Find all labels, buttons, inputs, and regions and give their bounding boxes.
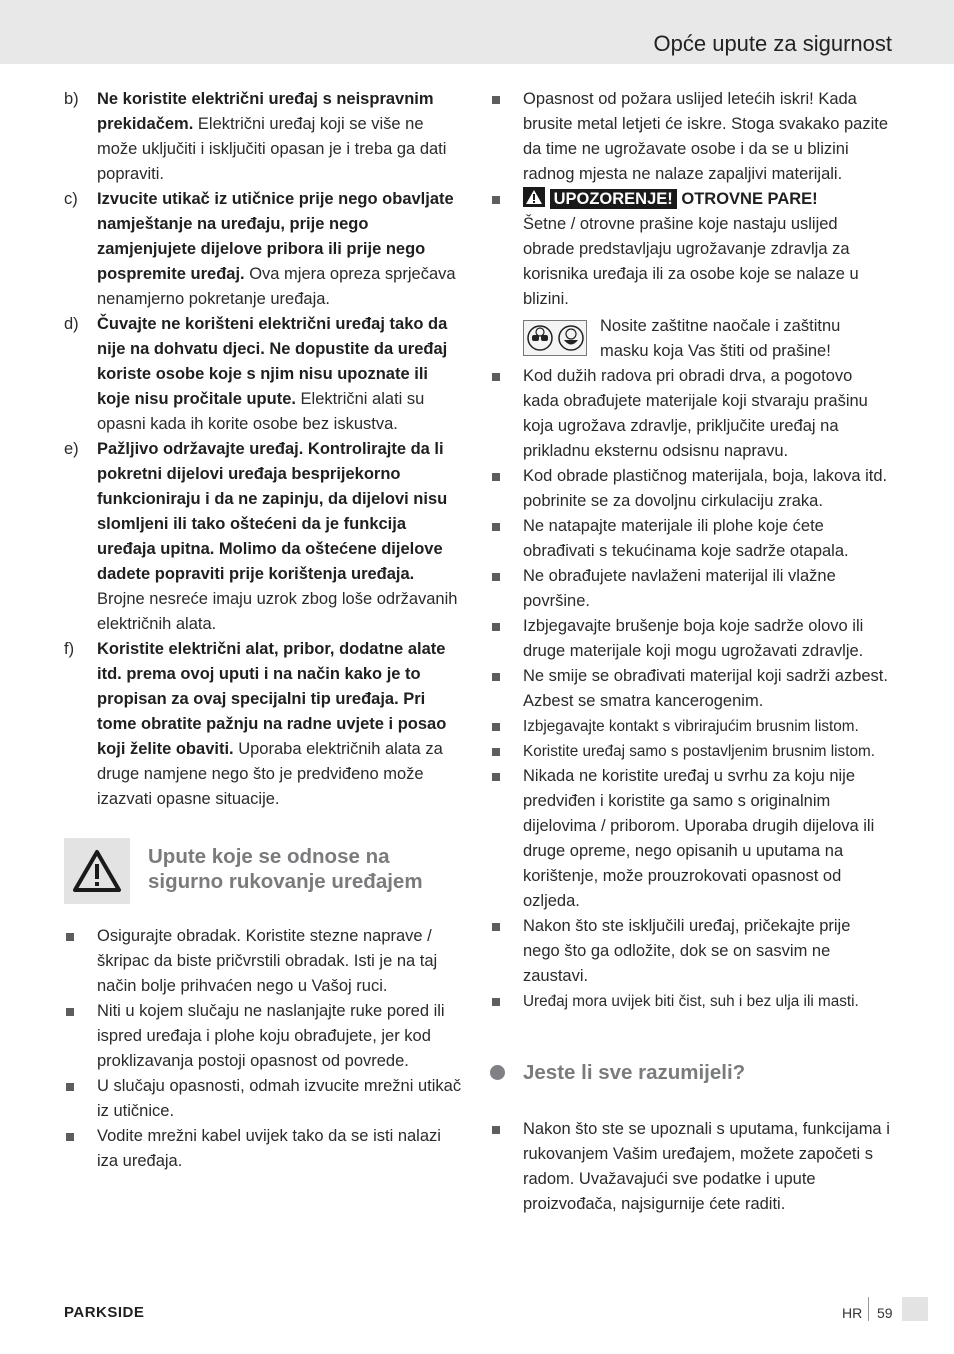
bullet-square-icon	[492, 473, 500, 481]
page-header	[0, 0, 954, 64]
dust-mask-icon	[558, 325, 584, 351]
bullet-item	[490, 87, 890, 187]
brand-logo: PARKSIDE	[64, 1304, 145, 1321]
bullet-item	[490, 364, 890, 464]
item-text: Uporaba električnih alata za druge namjene nego što je predviđeno može izazvati opasne situacije.	[97, 740, 443, 808]
left-column	[64, 87, 464, 1174]
bullet-square-icon	[492, 96, 500, 104]
subsection-title: Jeste li sve razumijeli?	[523, 1061, 746, 1084]
list-item	[64, 312, 464, 437]
bullet-item	[490, 664, 890, 714]
footer-tab-block	[902, 1297, 928, 1321]
bullet-text: Uređaj mora uvijek biti čist, suh i bez ulja ili masti.	[523, 993, 859, 1010]
list-item	[64, 187, 464, 312]
warning-title: OTROVNE PARE!	[681, 190, 818, 208]
bullet-square-icon	[492, 998, 500, 1006]
ppe-notice	[490, 314, 890, 364]
bullet-square-icon	[492, 723, 500, 731]
bullet-text: Nakon što ste isključili uređaj, pričekajte prije nego što ga odložite, dok se on sasvim ne zaustavi.	[523, 917, 851, 985]
section-header	[64, 838, 464, 904]
bullet-square-icon	[492, 1126, 500, 1134]
bullet-item	[490, 1117, 890, 1217]
item-bold-text: Pažljivo održavajte uređaj. Kontrolirajte da li pokretni dijelovi uređaja besprijekorno funkcioniraju i da ne zapinju, da dijelovi nisu slomljeni ili tako oštećeni da je funkcija uređaja upitna. Molimo da oštećene dijelove dadete popraviti prije korištenja uređaja.	[97, 440, 448, 583]
bullet-text: Vodite mrežni kabel uvijek tako da se isti nalazi iza uređaja.	[97, 1127, 441, 1170]
bullet-item	[490, 464, 890, 514]
bullet-square-icon	[492, 673, 500, 681]
footer-divider	[868, 1297, 869, 1321]
bullet-text: Nikada ne koristite uređaj u svrhu za koju nije predviđen i koristite ga samo s originalnim dijelovima / priborom. Uporaba drugih dijelova ili druge opreme, nego opisanih u uputama na korištenje, može prouzrokovati opasnost od ozljeda.	[523, 767, 875, 910]
bullet-item	[64, 924, 464, 999]
list-item	[64, 637, 464, 812]
warning-triangle-icon	[64, 838, 130, 904]
bullet-square-icon	[492, 773, 500, 781]
bullet-item	[490, 514, 890, 564]
bullet-square-icon	[66, 1083, 74, 1091]
bullet-square-icon	[66, 1133, 74, 1141]
right-column	[490, 87, 890, 1217]
language-code: HR	[842, 1305, 863, 1321]
bullet-text: Ne smije se obrađivati materijal koji sadrži azbest. Azbest se smatra kancerogenim.	[523, 667, 888, 710]
bullet-square-icon	[492, 573, 500, 581]
bullet-text: Opasnost od požara uslijed letećih iskri! Kada brusite metal letjeti će iskre. Stoga svakako pazite da time ne ugrožavate osobe i da se u blizini radnog mjesta ne nalaze zapaljivi materijali.	[523, 90, 889, 183]
bullet-text: Niti u kojem slučaju ne naslanjajte ruke pored ili ispred uređaja i plohe koju obrađujete, jer kod proklizavanja postoji opasnost od povrede.	[97, 1002, 445, 1070]
circle-bullet-icon	[490, 1065, 505, 1080]
warning-block	[490, 187, 890, 312]
ppe-icons	[523, 320, 587, 356]
section-title: Upute koje se odnose na sigurno rukovanje uređajem	[148, 845, 423, 893]
bullet-square-icon	[66, 1008, 74, 1016]
bullet-item	[490, 739, 890, 764]
bullet-square-icon	[492, 923, 500, 931]
ppe-text: Nosite zaštitne naočale i zaštitnu masku koja Vas štiti od prašine!	[600, 317, 841, 360]
bullet-text: Izbjegavajte brušenje boja koje sadrže olovo ili druge materijale koji mogu ugrožavati zdravlje.	[523, 617, 864, 660]
warning-triangle-icon	[523, 187, 545, 207]
bullet-text: Koristite uređaj samo s postavljenim brusnim listom.	[523, 743, 875, 760]
bullet-item	[64, 999, 464, 1074]
page-title: Opće upute za sigurnost	[653, 31, 892, 56]
safety-goggles-icon	[527, 325, 553, 351]
bullet-text: Nakon što ste se upoznali s uputama, funkcijama i rukovanjem Vašim uređajem, možete započeti s radom. Uvažavajući sve podatke i upute proizvođača, najsigurnije ćete raditi.	[523, 1120, 890, 1213]
item-label: e)	[64, 440, 79, 458]
item-text: Brojne nesreće imaju uzrok zbog loše održavanih električnih alata.	[97, 590, 458, 633]
bullet-square-icon	[66, 933, 74, 941]
page-number: 59	[877, 1305, 893, 1321]
bullet-item	[490, 714, 890, 739]
item-label: d)	[64, 315, 79, 333]
item-bold-text: Koristite električni alat, pribor, dodatne alate itd. prema ovoj uputi i na način kako je to propisan za ovaj specijalni tip uređaja. Pri tome obratite pažnju na radne uvjete i posao koji želite obaviti.	[97, 640, 447, 758]
subsection-header	[490, 1060, 890, 1087]
list-item	[64, 437, 464, 637]
item-bold-text: Čuvajte ne korišteni električni uređaj tako da nije na dohvatu djeci. Ne dopustite da uređaj koriste osobe koje s njim nisu upoznate ili koje nisu pročitale upute.	[97, 315, 448, 408]
bullet-square-icon	[492, 748, 500, 756]
bullet-text: Kod dužih radova pri obradi drva, a pogotovo kada obrađujete materijale koji stvaraju prašinu koja ugrožava zdravlje, priključite uređaj na prikladnu eksternu odsisnu napravu.	[523, 367, 868, 460]
bullet-item	[490, 989, 890, 1014]
bullet-text: Kod obrade plastičnog materijala, boja, lakova itd. pobrinite se za dovoljnu cirkulaciju zraka.	[523, 467, 888, 510]
bullet-item	[490, 764, 890, 914]
item-bold-text: Izvucite utikač iz utičnice prije nego obavljate namještanje na uređaju, prije nego zamjenjujete dijelove pribora ili prije nego pospremite uređaj.	[97, 190, 454, 283]
bullet-text: Ne obrađujete navlaženi materijal ili vlažne površine.	[523, 567, 836, 610]
item-text: Ova mjera opreza sprječava nenamjerno pokretanje uređaja.	[97, 265, 456, 308]
list-item	[64, 87, 464, 187]
bullet-item	[490, 614, 890, 664]
item-label: b)	[64, 90, 79, 108]
bullet-square-icon	[492, 523, 500, 531]
bullet-text: Ne natapajte materijale ili plohe koje ćete obrađivati s tekućinama koje sadrže otapala.	[523, 517, 849, 560]
item-label: f)	[64, 640, 75, 658]
bullet-text: U slučaju opasnosti, odmah izvucite mrežni utikač iz utičnice.	[97, 1077, 462, 1120]
item-text: Električni uređaj koji se više ne može uključiti i isključiti opasan je i treba ga dati popraviti.	[97, 115, 447, 183]
bullet-square-icon	[492, 196, 500, 204]
bullet-item	[490, 914, 890, 989]
bullet-item	[490, 564, 890, 614]
warning-text: Šetne / otrovne prašine koje nastaju uslijed obrade predstavljaju ugrožavanje zdravlja za korisnika uređaja ili za osobe koje se nalaze u blizini.	[523, 215, 859, 308]
bullet-square-icon	[492, 623, 500, 631]
bullet-item	[64, 1124, 464, 1174]
item-text: Električni alati su opasni kada ih korite osobe bez iskustva.	[97, 390, 425, 433]
bullet-text: Osigurajte obradak. Koristite stezne naprave / škripac da biste pričvrstili obradak. Isti je na taj način bolje prihvaćen nego u Vašoj ruci.	[97, 927, 438, 995]
item-label: c)	[64, 190, 78, 208]
bullet-square-icon	[492, 373, 500, 381]
warning-badge: UPOZORENJE!	[550, 189, 677, 209]
bullet-item	[64, 1074, 464, 1124]
item-bold-text: Ne koristite električni uređaj s neispravnim prekidačem.	[97, 90, 434, 133]
bullet-text: Izbjegavajte kontakt s vibrirajućim brusnim listom.	[523, 718, 859, 735]
